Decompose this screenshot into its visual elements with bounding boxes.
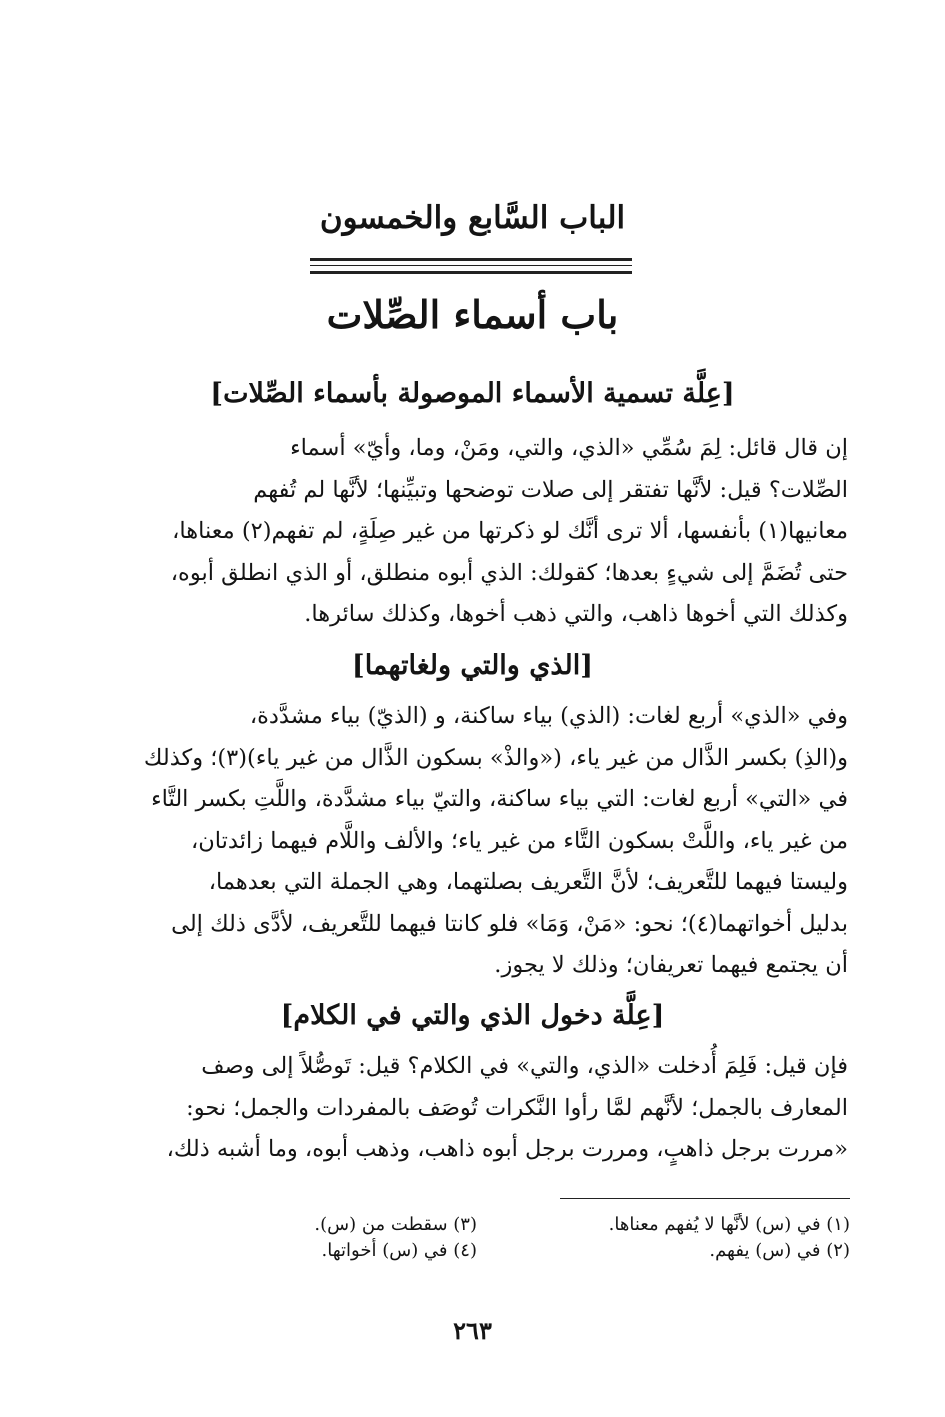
section-title: باب أسماء الصِّلات: [326, 292, 619, 337]
footnotes-left-column: [257, 1212, 477, 1264]
footnote-separator: [560, 1198, 850, 1199]
paragraph-line: وليستا فيهما للتَّعريف؛ لأنَّ التَّعريف بصلتهما، وهي الجملة التي بعدهما،: [208, 869, 848, 895]
footnotes-right-column: [520, 1212, 850, 1264]
paragraph-line: إن قال قائل: لِمَ سُمِّي «الذي، والتي، ومَنْ، وما، وأيّ» أسماء: [290, 435, 848, 461]
section-heading-1: [عِلَّة تسمية الأسماء الموصولة بأسماء الصِّلات]: [210, 378, 735, 409]
title-rule-top: [310, 258, 632, 261]
title-rule-bottom: [310, 271, 632, 274]
page-number: ٢٦٣: [453, 1316, 492, 1345]
paragraph-line: وفي «الذي» أربع لغات: (الذي) بياء ساكنة، و (الذيّ) بياء مشدَّدة،: [249, 703, 848, 729]
paragraph-line: المعارف بالجمل؛ لأنَّهم لمَّا رأوا النَّكرات تُوصَف بالمفردات والجمل؛ نحو:: [186, 1094, 848, 1121]
paragraph-line: الصِّلات؟ قيل: لأنَّها تفتقر إلى صلات توضحها وتبيِّنها؛ لأنَّها لم تُفهم: [253, 476, 848, 503]
footnote-2: (٢) في (س) يفهم.: [709, 1240, 850, 1261]
paragraph-line: معانيها(١) بأنفسها، ألا ترى أنَّك لو ذكرتها من غير صِلَةٍ، لم تفهم(٢) معناها،: [172, 518, 848, 544]
paragraph-2: [100, 696, 848, 987]
paragraph-3: [100, 1046, 848, 1171]
paragraph-line: وكذلك التي أخوها ذاهب، والتي ذهب أخوها، وكذلك سائرها.: [304, 601, 848, 627]
paragraph-line: أن يجتمع فيهما تعريفان؛ وذلك لا يجوز.: [494, 952, 848, 978]
chapter-title: الباب السَّابع والخمسون: [319, 200, 626, 236]
footnote-1: (١) في (س) لأنَّها لا يُفهم معناها.: [608, 1214, 850, 1235]
paragraph-1: [100, 428, 848, 636]
title-rule-middle: [310, 265, 632, 266]
footnote-4: (٤) في (س) أخواتها.: [321, 1240, 477, 1261]
paragraph-line: فإن قيل: فَلِمَ أُدخلت «الذي، والتي» في الكلام؟ قيل: تَوصُّلاً إلى وصف: [201, 1053, 848, 1079]
footnote-3: (٣) سقطت من (س).: [314, 1214, 477, 1235]
paragraph-line: «مررت برجل ذاهبٍ، ومررت برجل أبوه ذاهب، وذهب أبوه، وما أشبه ذلك،: [166, 1136, 848, 1162]
paragraph-line: من غير ياء، واللَّتْ بسكون التَّاء من غير ياء؛ والألف واللَّام فيهما زائدتان،: [191, 827, 848, 854]
section-heading-2: [الذي والتي ولغاتهما]: [351, 650, 594, 681]
section-heading-3: [عِلَّة دخول الذي والتي في الكلام]: [280, 1000, 665, 1031]
paragraph-line: حتى تُضَمَّ إلى شيءٍ بعدها؛ كقولك: الذي أبوه منطلق، أو الذي انطلق أبوه،: [170, 559, 848, 586]
paragraph-line: في «التي» أربع لغات: التي بياء ساكنة، والتيّ بياء مشدَّدة، واللَّتِ بكسر التَّاء: [151, 786, 848, 812]
paragraph-line: و(الذِ) بكسر الذَّال من غير ياء، («والذْ» بسكون الذَّال من غير ياء)(٣)؛ وكذلك: [143, 744, 848, 771]
paragraph-line: بدليل أخواتهما(٤)؛ نحو: «مَنْ، وَمَا» فلو كانتا فيهما للتَّعريف، لأدَّى ذلك إلى: [171, 910, 848, 937]
